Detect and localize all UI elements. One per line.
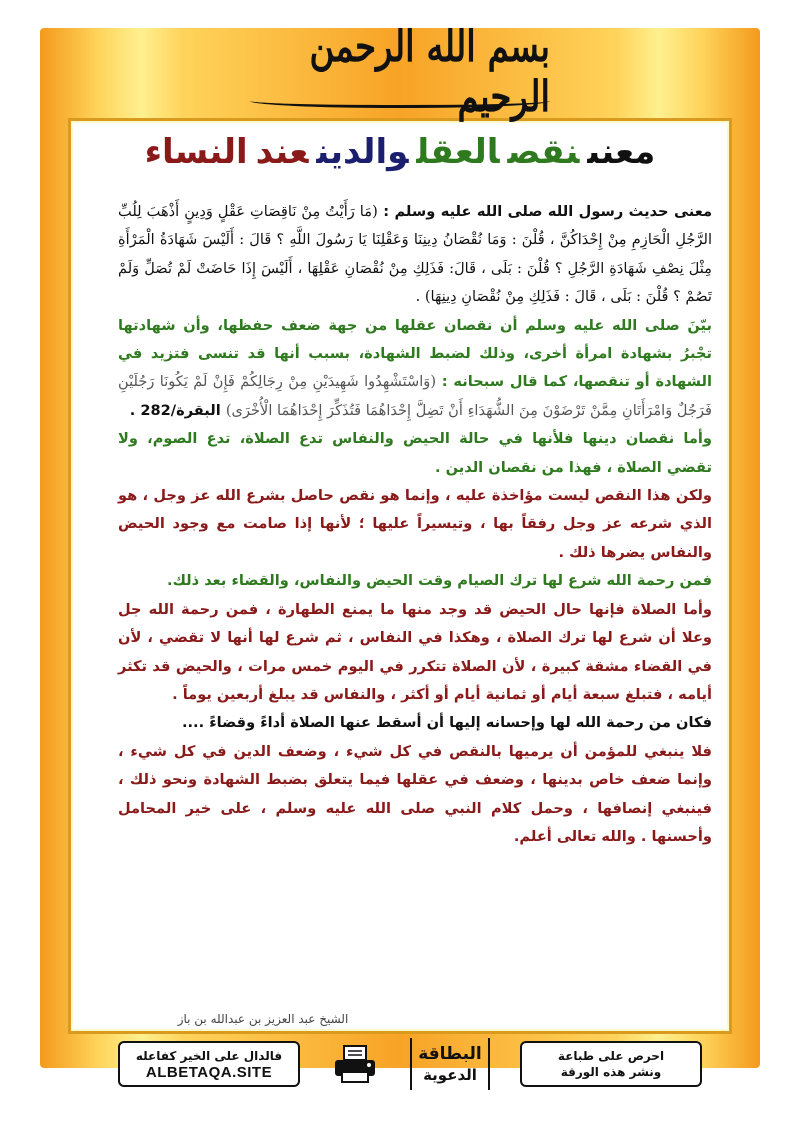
quran-verse: (وَاسْتَشْهِدُوا شَهِيدَيْنِ مِنْ رِجَالِكُمْ فَإِنْ لَمْ يَكُونَا رَجُلَيْنِ فَرَجُلٌ وَامْرَأَتَانِ مِمَّنْ تَرْضَوْنَ مِنَ الشُّهَدَاءِ أَنْ تَضِلَّ إِحْدَاهُمَا فَتُذَكِّرَ إِحْدَاهُمَا الْأُخْرَى) xyxy=(118,373,712,419)
basmala-calligraphy xyxy=(250,24,550,120)
basmala-text: بسم الله الرحمن الرحيم xyxy=(309,22,550,122)
paragraph-mercy: فمن رحمة الله شرع لها ترك الصيام وقت الحيض والنفاس، والقضاء بعد ذلك. xyxy=(167,572,712,590)
logo-text-bottom: الدعوية xyxy=(423,1066,477,1084)
printer-icon xyxy=(330,1041,380,1087)
footer-site-box[interactable] xyxy=(118,1041,300,1087)
hadith-intro: معنى حديث رسول الله صلى الله عليه وسلم : xyxy=(377,203,712,220)
paragraph-conclusion: فلا ينبغي للمؤمن أن يرميها بالنقص في كل شيء ، وضعف الدين في كل شيء ، وإنما ضعف خاص بدينها ، وضعف في عقلها فيما يتعلق بضبط الشهادة ونحو ذلك ، فينبغي إنصافها ، وحمل كلام النبي صلى الله عليه وسلم ، على خير المحامل وأحسنها . والله تعالى أعلم. xyxy=(118,742,712,845)
explanation-text: بيّنَ صلى الله عليه وسلم أن نقصان عقلها من جهة ضعف حفظها، وأن شهادتها تجْبرُ بشهادة امرأة أخرى، وذلك لضبط الشهادة، بسبب أنها قد تنسى فتزيد في الشهادة أو تنقصها، كما قال سبحانه : xyxy=(118,316,713,391)
paragraph-explanation xyxy=(118,312,712,426)
quran-reference: البقرة/282 . xyxy=(129,401,226,419)
author-signature: الشيخ عبد العزيز بن عبدالله بن باز xyxy=(177,1012,349,1026)
footer-slogan: فالدال على الخير كفاعله xyxy=(135,1048,283,1063)
albetaqa-logo xyxy=(410,1038,490,1090)
title-word-2: نقص xyxy=(507,132,580,172)
title-word-1: معنى xyxy=(587,132,656,172)
calligraphy-swash xyxy=(250,94,550,108)
paragraph-not-blame: ولكن هذا النقص ليست مؤاخذة عليه ، وإنما هو نقص حاصل بشرع الله عز وجل ، هو الذي شرعه عز وجل رفقاً بها ، وتيسيراً عليها ؛ لأنها إذا صامت مع وجود الحيض والنفاس يضرها ذلك . xyxy=(118,487,712,561)
paragraph-exemption: فكان من رحمة الله لها وإحسانه إليها أن أسقط عنها الصلاة أداءً وقضاءً .... xyxy=(181,714,712,732)
footer-print-box xyxy=(520,1041,702,1087)
article-body xyxy=(118,198,712,851)
title-word-3: العقل xyxy=(416,132,500,172)
page-title xyxy=(68,132,732,186)
hadith-text: (مَا رَأَيْتُ مِنْ نَاقِصَاتِ عَقْلٍ وَدِينٍ أَذْهَبَ لِلُبِّ الرَّجُلِ الْحَازِمِ مِنْ إِحْدَاكُنَّ ، قُلْنَ : وَمَا نُقْصَانُ دِينِنَا وَعَقْلِنَا يَا رَسُولَ اللَّهِ ؟ قَالَ : أَلَيْسَ شَهَادَةُ الْمَرْأَةِ مِثْلَ نِصْفِ شَهَادَةِ الرَّجُلِ ؟ قُلْنَ : بَلَى ، قَالَ: فَذَلِكِ مِنْ نُقْصَانِ عَقْلِهَا ، أَلَيْسَ إِذَا حَاضَتْ لَمْ تُصَلِّ وَلَمْ تَصُمْ ؟ قُلْنَ : بَلَى ، قَالَ : فَذَلِكِ مِنْ نُقْصَانِ دِينِهَا) . xyxy=(118,203,712,306)
paragraph-prayer: وأما الصلاة فإنها حال الحيض قد وجد منها ما يمنع الطهارة ، فمن رحمة الله جل وعلا أن شرع لها ترك الصلاة ، وهكذا في النفاس ، ثم شرع لها أنها لا تقضي ، لأن في القضاء مشقة كبيرة ، لأن الصلاة تتكرر في اليوم خمس مرات ، والحيض قد تكثر أيامه ، فتبلغ سبعة أيام أو ثمانية أيام أو أكثر ، والنفاس قد يبلغ أربعين يوماً . xyxy=(118,600,712,703)
logo-text-top: البطاقة xyxy=(418,1044,482,1064)
footer-print-line-1: احرص على طباعة xyxy=(557,1049,665,1063)
title-word-4: والدين xyxy=(316,132,409,172)
footer-bar xyxy=(118,1038,702,1090)
footer-site-url[interactable]: ALBETAQA.SITE xyxy=(145,1063,273,1081)
footer-print-line-2: ونشر هذه الورقة xyxy=(560,1065,662,1079)
paragraph-religion: وأما نقصان دينها فلأنها في حالة الحيض والنفاس تدع الصلاة، تدع الصوم، ولا تقضي الصلاة ، فهذا من نقصان الدين . xyxy=(118,430,712,476)
title-word-6: النساء xyxy=(144,132,248,172)
title-word-5: عند xyxy=(255,132,309,172)
paragraph-hadith xyxy=(118,198,712,312)
